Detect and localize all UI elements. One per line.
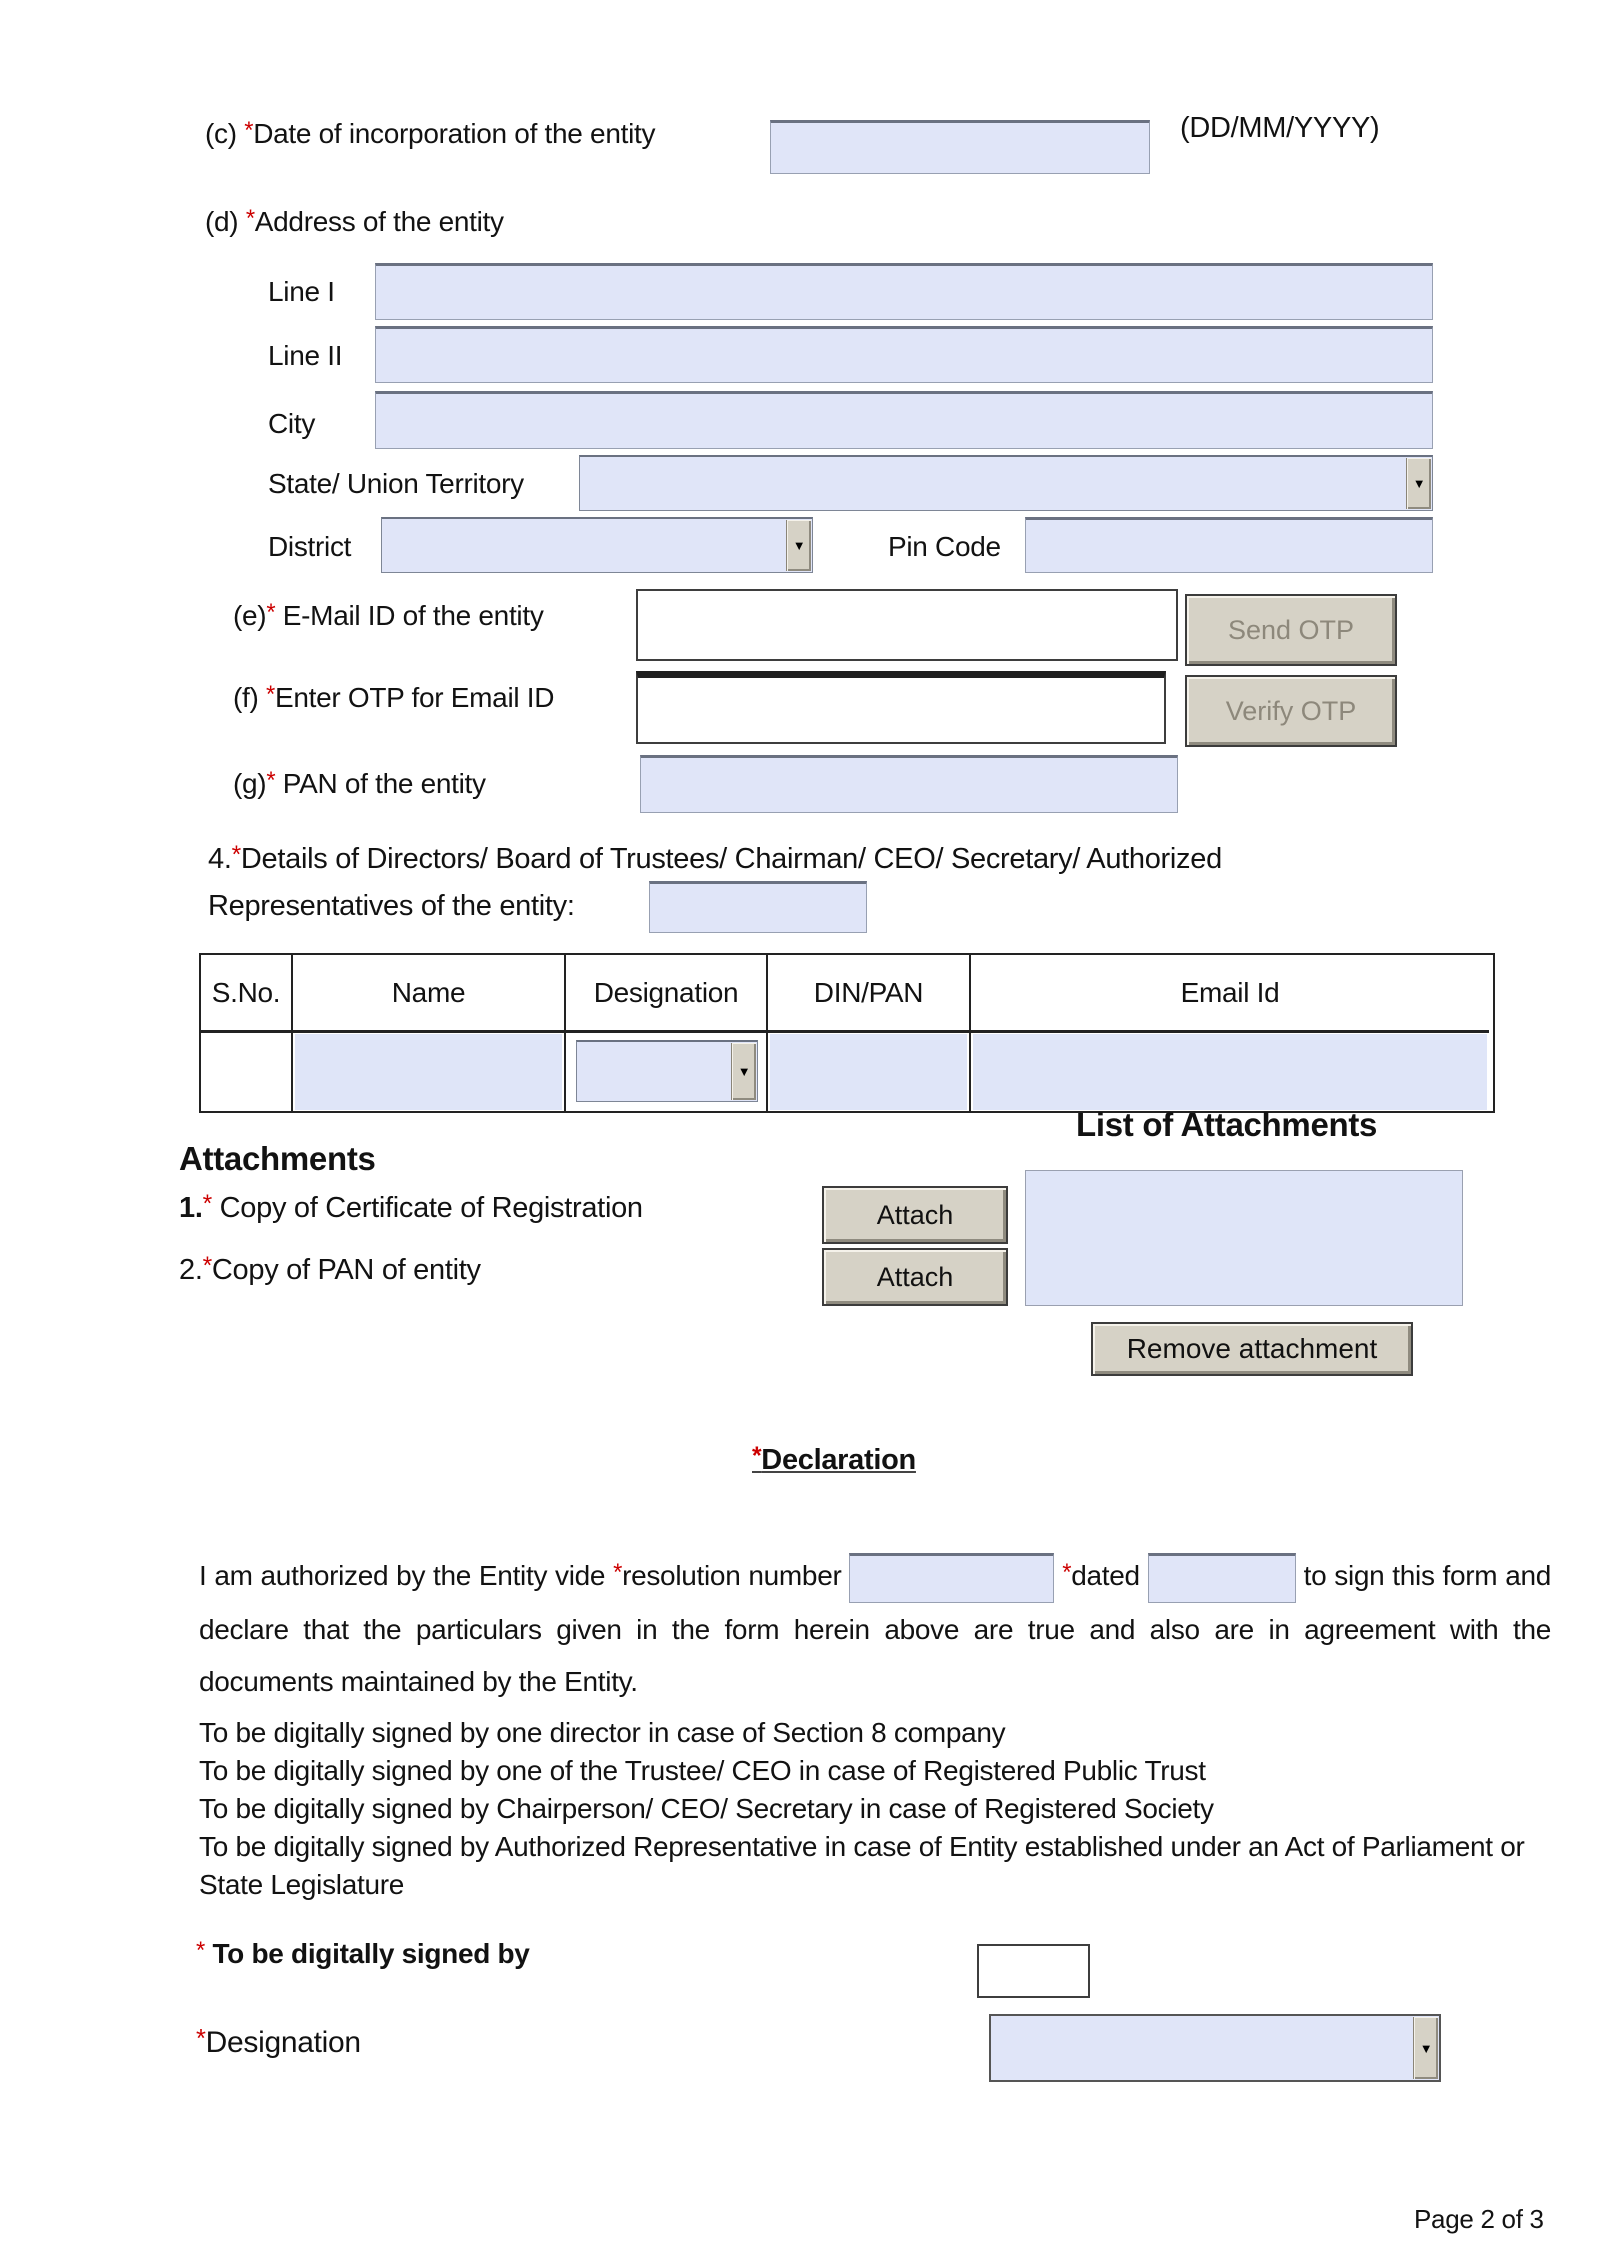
column-header-dinpan: DIN/PAN: [768, 955, 971, 1033]
attachments-heading: Attachments: [179, 1140, 376, 1177]
declaration-heading: *Declaration: [752, 1443, 916, 1476]
dropdown-strip[interactable]: [1406, 458, 1431, 509]
dropdown-strip[interactable]: [1413, 2017, 1438, 2079]
email-label: (e)* E-Mail ID of the entity: [233, 599, 544, 631]
column-header-sno: S.No.: [201, 955, 293, 1033]
required-mark: *: [1062, 1559, 1072, 1586]
email-input[interactable]: [636, 589, 1178, 661]
directors-table: [199, 953, 1495, 1113]
required-mark: *: [202, 1191, 212, 1218]
row-email-input[interactable]: [973, 1034, 1487, 1110]
table-cell-dinpan: [768, 1033, 971, 1111]
district-select[interactable]: [381, 517, 813, 573]
address-line2-input[interactable]: [375, 326, 1433, 383]
declaration-paragraph: [199, 1550, 1551, 1708]
otp-input[interactable]: [636, 671, 1166, 744]
list-of-attachments-heading: List of Attachments: [1076, 1106, 1378, 1143]
table-cell-emailid: [971, 1033, 1489, 1111]
chevron-down-icon: ▼: [792, 538, 806, 553]
date-of-incorporation-input[interactable]: [770, 120, 1150, 174]
declaration-text-2: to sign this form and declare that the particulars given in the form herein above are true and also are in agreement with the documents maintained by the Entity.: [199, 1560, 1552, 1697]
required-mark: *: [266, 681, 275, 708]
signer-designation-select[interactable]: [989, 2014, 1441, 2082]
address-line1-label: Line I: [268, 276, 335, 307]
required-mark: *: [245, 205, 255, 232]
required-mark: *: [266, 767, 276, 794]
signing-instruction-line: To be digitally signed by Authorized Representative in case of Entity established under an Act of Parliament or State Legislature: [199, 1831, 1525, 1900]
name-input[interactable]: [295, 1034, 562, 1110]
table-cell-designation: [566, 1033, 768, 1111]
state-select[interactable]: [579, 455, 1433, 511]
column-header-designation: Designation: [566, 955, 768, 1033]
signed-by-label: * To be digitally signed by: [196, 1937, 530, 1969]
signing-instructions: [199, 1714, 1537, 1904]
directors-heading-line2: Representatives of the entity:: [208, 890, 575, 922]
address-line2-label: Line II: [268, 340, 343, 371]
pincode-input[interactable]: [1025, 517, 1433, 573]
designation-label: *Designation: [196, 2025, 361, 2059]
dropdown-strip[interactable]: [786, 520, 811, 571]
required-mark: *: [196, 1937, 205, 1964]
pan-input[interactable]: [640, 755, 1178, 813]
attach-certificate-button[interactable]: Attach: [822, 1186, 1008, 1244]
address-label: (d) *Address of the entity: [205, 205, 504, 237]
column-header-name: Name: [293, 955, 566, 1033]
remove-attachment-button[interactable]: Remove attachment: [1091, 1322, 1413, 1376]
required-mark: *: [244, 117, 254, 144]
chevron-down-icon: ▼: [1419, 2040, 1433, 2056]
signing-instruction-line: To be digitally signed by one director in case of Section 8 company: [199, 1717, 1006, 1748]
state-label: State/ Union Territory: [268, 468, 524, 499]
signing-instruction-line: To be digitally signed by Chairperson/ CEO/ Secretary in case of Registered Society: [199, 1793, 1214, 1824]
chevron-down-icon: ▼: [737, 1064, 751, 1079]
dropdown-strip[interactable]: [731, 1043, 756, 1100]
column-header-emailid: Email Id: [971, 955, 1489, 1033]
pincode-label: Pin Code: [888, 531, 1001, 562]
city-label: City: [268, 408, 316, 439]
address-line1-input[interactable]: [375, 263, 1433, 320]
required-mark: *: [752, 1443, 762, 1470]
dated-label: dated: [1071, 1560, 1140, 1591]
resolution-number-input[interactable]: [849, 1553, 1054, 1603]
page-indicator: Page 2 of 3: [1414, 2204, 1544, 2234]
date-of-incorporation-label: (c) *Date of incorporation of the entity: [205, 117, 656, 149]
required-mark: *: [266, 599, 276, 626]
attach-pan-button[interactable]: Attach: [822, 1248, 1008, 1306]
table-cell-name: [293, 1033, 566, 1111]
declaration-text-1: I am authorized by the Entity vide: [199, 1560, 606, 1591]
signed-by-box[interactable]: [977, 1944, 1090, 1998]
district-label: District: [268, 531, 352, 562]
pan-label: (g)* PAN of the entity: [233, 767, 486, 799]
attachment-item-2-label: 2.*Copy of PAN of entity: [179, 1253, 481, 1286]
directors-count-input[interactable]: [649, 881, 867, 933]
city-input[interactable]: [375, 391, 1433, 449]
otp-label: (f) *Enter OTP for Email ID: [233, 681, 555, 713]
din-pan-input[interactable]: [770, 1034, 967, 1110]
attachment-item-1-label: 1.* Copy of Certificate of Registration: [179, 1191, 643, 1224]
verify-otp-button[interactable]: Verify OTP: [1185, 675, 1397, 747]
required-mark: *: [231, 842, 241, 869]
date-format-hint: (DD/MM/YYYY): [1180, 112, 1380, 144]
table-cell-sno: [201, 1033, 293, 1111]
dated-input[interactable]: [1148, 1553, 1296, 1603]
directors-heading-line1: 4.*Details of Directors/ Board of Trustees/ Chairman/ CEO/ Secretary/ Authorized: [208, 842, 1222, 875]
resolution-number-label: resolution number: [622, 1560, 842, 1591]
signing-instruction-line: To be digitally signed by one of the Trustee/ CEO in case of Registered Public Trust: [199, 1755, 1206, 1786]
chevron-down-icon: ▼: [1412, 476, 1426, 491]
required-mark: *: [202, 1253, 212, 1280]
required-mark: *: [613, 1559, 623, 1586]
designation-select[interactable]: [576, 1040, 758, 1102]
required-mark: *: [196, 2025, 206, 2053]
send-otp-button[interactable]: Send OTP: [1185, 594, 1397, 666]
attachments-listbox[interactable]: [1025, 1170, 1463, 1306]
